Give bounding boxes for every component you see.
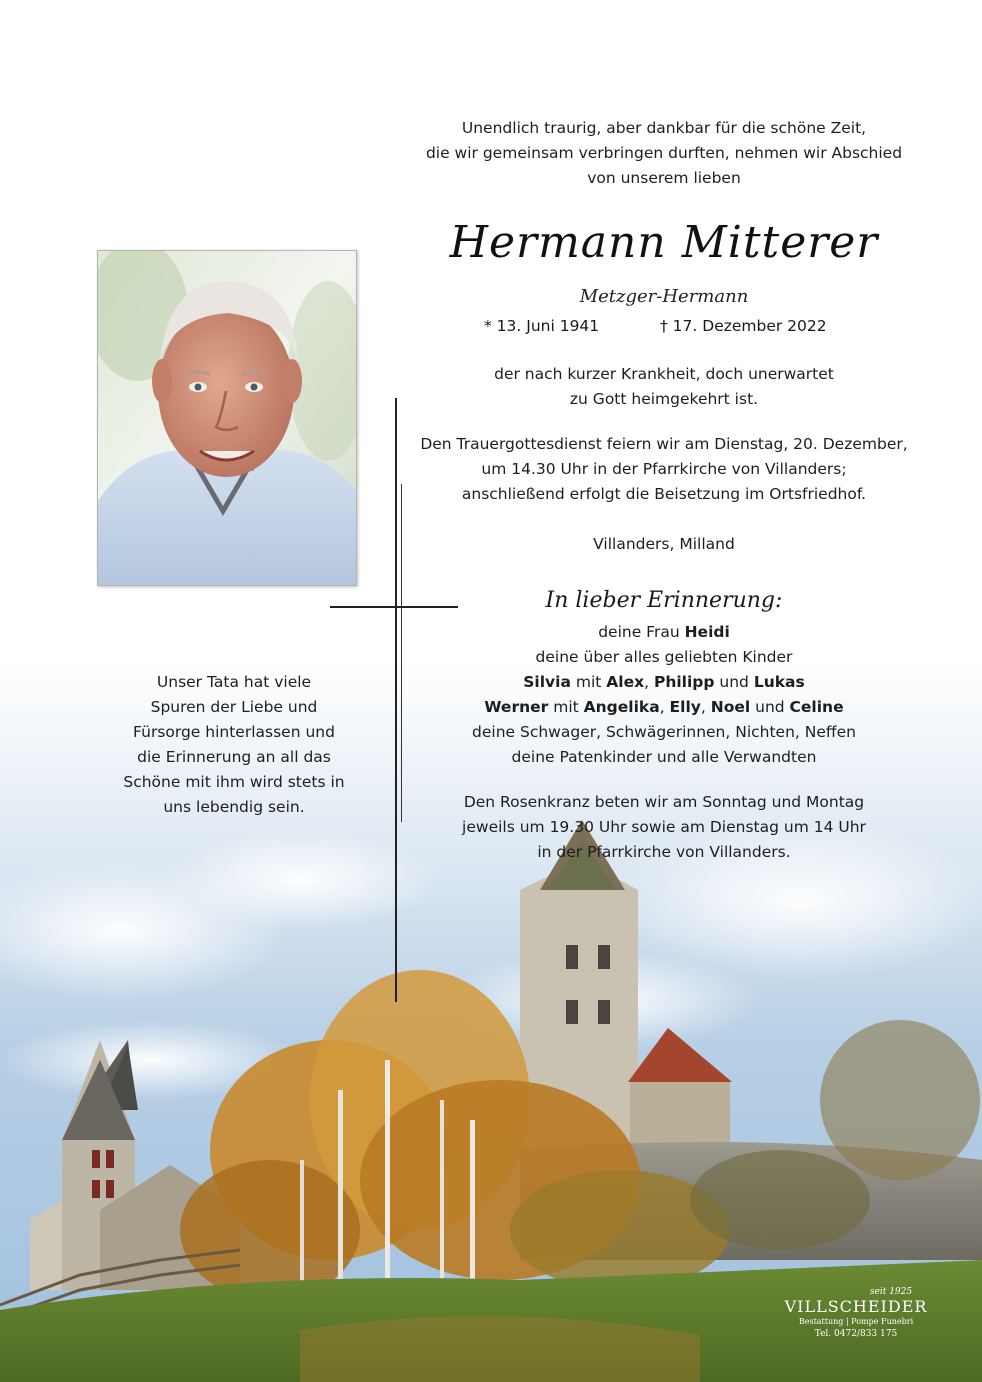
service-line: Den Trauergottesdienst feiern wir am Dienstag, 20. Dezember, (420, 435, 908, 453)
wife-name: Heidi (684, 623, 730, 641)
connector: mit (548, 698, 584, 716)
connector: mit (570, 673, 607, 691)
tribute-line: Fürsorge hinterlassen und (133, 723, 335, 741)
tribute-line: Unser Tata hat viele (156, 673, 312, 691)
portrait-image (98, 251, 356, 585)
connector: , (659, 698, 670, 716)
rosary-line: in der Pfarrkirche von Villanders. (537, 843, 791, 861)
birth-date: * 13. Juni 1941 (484, 317, 600, 335)
relative-name: Alex (606, 673, 645, 691)
tribute-line: die Erinnerung an all das (137, 748, 331, 766)
tribute-line: Schöne mit ihm wird stets in (123, 773, 345, 791)
logo-telephone: Tel. 0472/833 175 (814, 1329, 898, 1339)
mourner-line-wife (420, 620, 908, 645)
relative-name: Noel (710, 698, 751, 716)
relative-name: Elly (669, 698, 701, 716)
logo-name: VILLSCHEIDER (784, 1297, 928, 1316)
child-name: Werner (484, 698, 549, 716)
rosary-line: jeweils um 19.30 Uhr sowie am Dienstag um 14 Uhr (462, 818, 866, 836)
deceased-name: Hermann Mitterer (449, 217, 879, 268)
passed-line: zu Gott heimgekehrt ist. (569, 390, 759, 408)
connector: und (750, 698, 790, 716)
place-text: Villanders, Milland (593, 535, 735, 553)
intro-line: Unendlich traurig, aber dankbar für die schöne Zeit, (461, 119, 867, 137)
rosary-text (420, 790, 908, 865)
memory-heading: In lieber Erinnerung: (545, 588, 783, 613)
connector: und (714, 673, 754, 691)
service-line: anschließend erfolgt die Beisetzung im Ortsfriedhof. (461, 485, 867, 503)
passed-line: der nach kurzer Krankheit, doch unerwartet (494, 365, 834, 383)
intro-line: von unserem lieben (587, 169, 741, 187)
relative-name: Celine (789, 698, 844, 716)
mourners-list (420, 620, 908, 770)
mourner-line-werner (420, 695, 908, 720)
cross-vertical-line (395, 398, 397, 1002)
intro-text (420, 116, 908, 191)
rosary-line: Den Rosenkranz beten wir am Sonntag und Montag (463, 793, 865, 811)
logo-subtitle: Bestattung | Pompe Funebri (798, 1317, 914, 1326)
passed-text (420, 362, 908, 412)
wife-prefix: deine Frau (598, 623, 685, 641)
connector: , (700, 698, 711, 716)
deceased-nickname: Metzger-Hermann (579, 286, 749, 307)
connector: , (644, 673, 654, 691)
relative-name: Lukas (753, 673, 805, 691)
mourner-line-godchildren: deine Patenkinder und alle Verwandten (511, 748, 817, 766)
portrait-photo (97, 250, 357, 586)
death-date: † 17. Dezember 2022 (660, 317, 827, 335)
intro-line: die wir gemeinsam verbringen durften, nehmen wir Abschied (425, 144, 903, 162)
tribute-text (96, 670, 372, 820)
cross-vertical-inner-line (401, 484, 402, 822)
tribute-line: Spuren der Liebe und (150, 698, 318, 716)
mourner-line-children-intro: deine über alles geliebten Kinder (535, 648, 793, 666)
logo-since: seit 1925 (869, 1287, 913, 1297)
service-line: um 14.30 Uhr in der Pfarrkirche von Villanders; (481, 460, 847, 478)
relative-name: Angelika (583, 698, 660, 716)
tribute-line: uns lebendig sein. (163, 798, 305, 816)
relative-name: Philipp (653, 673, 715, 691)
mourner-line-inlaws: deine Schwager, Schwägerinnen, Nichten, Neffen (472, 723, 856, 741)
mourner-line-silvia (420, 670, 908, 695)
child-name: Silvia (523, 673, 571, 691)
funeral-service-text (416, 432, 912, 507)
funeral-home-logo (776, 1286, 936, 1341)
